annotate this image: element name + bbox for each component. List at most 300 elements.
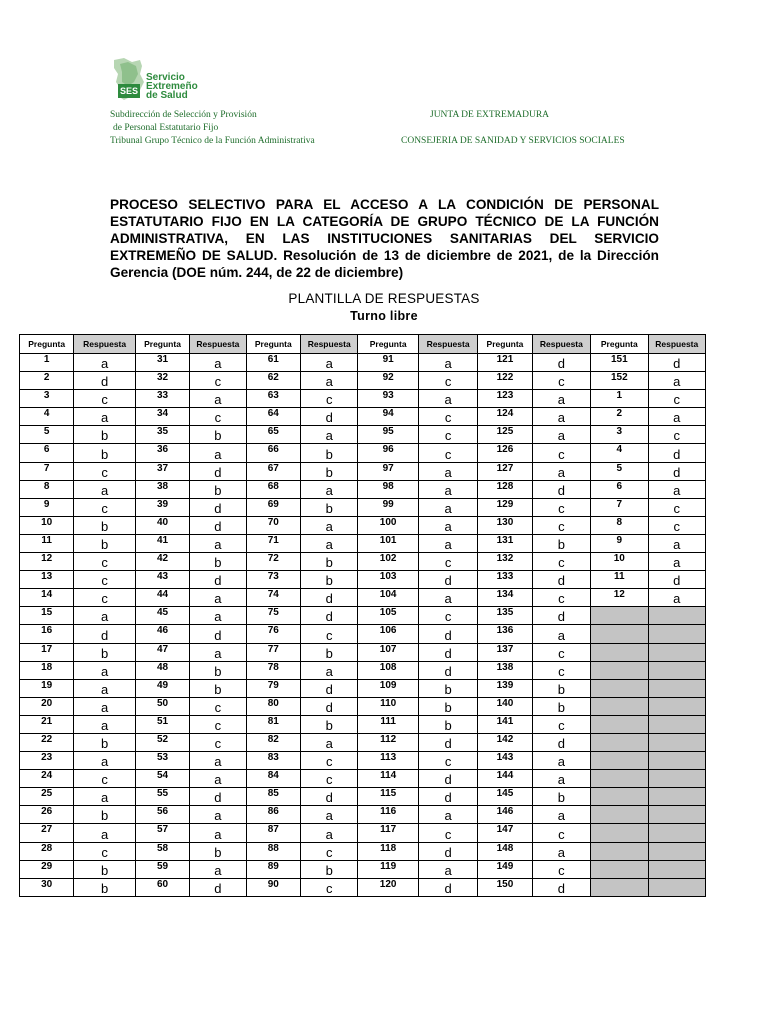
question-number: 81: [246, 715, 300, 733]
answer-letter: b: [74, 860, 135, 878]
question-number: 145: [478, 788, 532, 806]
answer-letter: b: [74, 516, 135, 534]
question-number: 115: [358, 788, 418, 806]
question-number: 68: [246, 480, 300, 498]
answer-letter: d: [301, 788, 358, 806]
question-number: 74: [246, 589, 300, 607]
answer-letter: a: [190, 589, 246, 607]
answer-letter: d: [418, 770, 477, 788]
answer-letter: d: [532, 733, 590, 751]
question-number: 127: [478, 462, 532, 480]
answer-letter: d: [74, 372, 135, 390]
answer-letter: d: [648, 444, 706, 462]
answer-letter: c: [418, 607, 477, 625]
question-number: 61: [246, 354, 300, 372]
question-number: 90: [246, 878, 300, 896]
question-number: 4: [20, 408, 74, 426]
table-row: [20, 553, 706, 571]
empty-cell: [648, 878, 706, 896]
answer-letter: c: [74, 498, 135, 516]
question-number: 83: [246, 752, 300, 770]
answer-table: [19, 334, 706, 897]
question-number: 49: [135, 679, 189, 697]
question-number: 104: [358, 589, 418, 607]
header-respuesta: Respuesta: [190, 335, 246, 354]
question-number: 5: [591, 462, 648, 480]
question-number: 88: [246, 842, 300, 860]
answer-letter: a: [190, 806, 246, 824]
answer-letter: b: [190, 553, 246, 571]
answer-letter: b: [301, 715, 358, 733]
empty-cell: [648, 752, 706, 770]
question-number: 123: [478, 390, 532, 408]
header-pregunta: Pregunta: [246, 335, 300, 354]
answer-letter: d: [301, 679, 358, 697]
answer-letter: d: [418, 571, 477, 589]
empty-cell: [648, 661, 706, 679]
question-number: 26: [20, 806, 74, 824]
question-number: 120: [358, 878, 418, 896]
table-row: [20, 607, 706, 625]
answer-letter: b: [301, 444, 358, 462]
table-row: [20, 697, 706, 715]
question-number: 93: [358, 390, 418, 408]
answer-letter: c: [301, 625, 358, 643]
header-respuesta: Respuesta: [301, 335, 358, 354]
question-number: 142: [478, 733, 532, 751]
answer-letter: d: [532, 354, 590, 372]
question-number: 72: [246, 553, 300, 571]
question-number: 22: [20, 733, 74, 751]
table-row: [20, 534, 706, 552]
empty-cell: [648, 625, 706, 643]
table-header-row: [20, 335, 706, 354]
answer-letter: b: [74, 643, 135, 661]
answer-letter: c: [74, 553, 135, 571]
empty-cell: [648, 788, 706, 806]
answer-letter: b: [74, 806, 135, 824]
answer-letter: a: [190, 770, 246, 788]
answer-letter: a: [74, 824, 135, 842]
question-number: 17: [20, 643, 74, 661]
question-number: 82: [246, 733, 300, 751]
answer-letter: c: [418, 553, 477, 571]
empty-cell: [591, 842, 648, 860]
answer-letter: c: [648, 498, 706, 516]
answer-letter: a: [301, 372, 358, 390]
question-number: 35: [135, 426, 189, 444]
question-number: 32: [135, 372, 189, 390]
answer-letter: a: [532, 462, 590, 480]
question-number: 53: [135, 752, 189, 770]
table-row: [20, 878, 706, 896]
answer-letter: a: [418, 462, 477, 480]
answer-letter: c: [418, 824, 477, 842]
empty-cell: [591, 806, 648, 824]
answer-letter: a: [532, 408, 590, 426]
question-number: 136: [478, 625, 532, 643]
question-number: 56: [135, 806, 189, 824]
answer-letter: b: [190, 679, 246, 697]
answer-letter: d: [532, 607, 590, 625]
answer-letter: c: [418, 372, 477, 390]
question-number: 10: [20, 516, 74, 534]
question-number: 131: [478, 534, 532, 552]
empty-cell: [648, 770, 706, 788]
template-title: PLANTILLA DE RESPUESTAS: [288, 291, 480, 306]
answer-letter: a: [74, 408, 135, 426]
answer-letter: a: [301, 426, 358, 444]
question-number: 60: [135, 878, 189, 896]
answer-letter: d: [301, 607, 358, 625]
answer-letter: a: [532, 770, 590, 788]
empty-cell: [591, 679, 648, 697]
question-number: 15: [20, 607, 74, 625]
answer-letter: b: [301, 643, 358, 661]
question-number: 96: [358, 444, 418, 462]
table-row: [20, 354, 706, 372]
answer-letter: b: [190, 661, 246, 679]
question-number: 84: [246, 770, 300, 788]
question-number: 67: [246, 462, 300, 480]
table-row: [20, 589, 706, 607]
question-number: 34: [135, 408, 189, 426]
answer-letter: a: [190, 752, 246, 770]
question-number: 89: [246, 860, 300, 878]
question-number: 128: [478, 480, 532, 498]
logo-line: de Salud: [146, 90, 188, 101]
answer-letter: d: [418, 788, 477, 806]
answer-letter: d: [74, 625, 135, 643]
answer-letter: a: [648, 589, 706, 607]
question-number: 47: [135, 643, 189, 661]
empty-cell: [591, 715, 648, 733]
question-number: 20: [20, 697, 74, 715]
answer-letter: b: [418, 697, 477, 715]
answer-letter: c: [190, 372, 246, 390]
answer-letter: a: [301, 733, 358, 751]
table-row: [20, 643, 706, 661]
answer-letter: a: [301, 354, 358, 372]
question-number: 102: [358, 553, 418, 571]
question-number: 151: [591, 354, 648, 372]
table-row: [20, 480, 706, 498]
answer-letter: b: [74, 426, 135, 444]
answer-letter: d: [190, 462, 246, 480]
empty-cell: [591, 607, 648, 625]
empty-cell: [591, 752, 648, 770]
question-number: 2: [591, 408, 648, 426]
answer-letter: a: [190, 824, 246, 842]
answer-letter: b: [301, 860, 358, 878]
answer-letter: a: [74, 697, 135, 715]
question-number: 73: [246, 571, 300, 589]
header-pregunta: Pregunta: [478, 335, 532, 354]
question-number: 8: [591, 516, 648, 534]
answer-letter: a: [190, 354, 246, 372]
answer-letter: c: [190, 715, 246, 733]
empty-cell: [648, 733, 706, 751]
question-number: 48: [135, 661, 189, 679]
answer-letter: a: [532, 426, 590, 444]
question-number: 6: [20, 444, 74, 462]
question-number: 2: [20, 372, 74, 390]
question-number: 87: [246, 824, 300, 842]
answer-letter: d: [418, 661, 477, 679]
answer-letter: a: [418, 806, 477, 824]
question-number: 3: [20, 390, 74, 408]
question-number: 54: [135, 770, 189, 788]
answer-letter: c: [190, 733, 246, 751]
answer-letter: d: [190, 788, 246, 806]
question-number: 70: [246, 516, 300, 534]
answer-letter: a: [74, 752, 135, 770]
question-number: 134: [478, 589, 532, 607]
answer-letter: a: [301, 824, 358, 842]
table-row: [20, 752, 706, 770]
answer-letter: a: [418, 589, 477, 607]
empty-cell: [648, 860, 706, 878]
empty-cell: [591, 770, 648, 788]
header-respuesta: Respuesta: [532, 335, 590, 354]
empty-cell: [648, 842, 706, 860]
question-number: 76: [246, 625, 300, 643]
answer-letter: a: [648, 480, 706, 498]
question-number: 46: [135, 625, 189, 643]
answer-letter: b: [74, 733, 135, 751]
empty-cell: [648, 806, 706, 824]
question-number: 55: [135, 788, 189, 806]
answer-letter: a: [418, 516, 477, 534]
header-respuesta: Respuesta: [74, 335, 135, 354]
question-number: 150: [478, 878, 532, 896]
question-number: 11: [20, 534, 74, 552]
question-number: 33: [135, 390, 189, 408]
answer-letter: c: [532, 444, 590, 462]
question-number: 107: [358, 643, 418, 661]
answer-letter: a: [532, 752, 590, 770]
question-number: 149: [478, 860, 532, 878]
answer-letter: b: [74, 444, 135, 462]
answer-letter: c: [418, 752, 477, 770]
question-number: 23: [20, 752, 74, 770]
document-title: PROCESO SELECTIVO PARA EL ACCESO A LA CONDICIÓN DE PERSONAL ESTATUTARIO FIJO EN LA CATEGORÍA DE GRUPO TÉCNICO DE LA FUNCIÓN ADMINISTRATIVA, EN LAS INSTITUCIONES SANITARIAS DEL SERVICIO EXTREMEÑO DE SALUD. Resolución de 13 de diciembre de 2021, de la Dirección Gerencia (DOE núm. 244, de 22 de diciembre): [110, 197, 659, 280]
question-number: 98: [358, 480, 418, 498]
answer-letter: a: [648, 553, 706, 571]
question-number: 5: [20, 426, 74, 444]
question-number: 130: [478, 516, 532, 534]
answer-letter: d: [418, 842, 477, 860]
question-number: 1: [20, 354, 74, 372]
question-number: 109: [358, 679, 418, 697]
answer-letter: c: [301, 878, 358, 896]
table-row: [20, 462, 706, 480]
table-row: [20, 679, 706, 697]
answer-letter: c: [301, 842, 358, 860]
table-row: [20, 733, 706, 751]
answer-letter: a: [190, 534, 246, 552]
question-number: 64: [246, 408, 300, 426]
answer-letter: b: [301, 462, 358, 480]
question-number: 1: [591, 390, 648, 408]
answer-letter: c: [532, 661, 590, 679]
answer-letter: d: [532, 571, 590, 589]
answer-letter: d: [418, 733, 477, 751]
question-number: 3: [591, 426, 648, 444]
answer-letter: a: [648, 408, 706, 426]
table-row: [20, 390, 706, 408]
answer-letter: a: [190, 607, 246, 625]
answer-letter: b: [74, 534, 135, 552]
answer-letter: a: [532, 390, 590, 408]
template-subtitle: Turno libre: [350, 309, 418, 323]
answer-letter: c: [74, 770, 135, 788]
answer-letter: a: [418, 480, 477, 498]
header-right-line: CONSEJERIA DE SANIDAD Y SERVICIOS SOCIALES: [401, 136, 625, 146]
question-number: 27: [20, 824, 74, 842]
answer-letter: a: [190, 444, 246, 462]
question-number: 114: [358, 770, 418, 788]
answer-letter: c: [301, 752, 358, 770]
answer-letter: c: [74, 390, 135, 408]
question-number: 80: [246, 697, 300, 715]
table-row: [20, 444, 706, 462]
answer-letter: d: [190, 625, 246, 643]
empty-cell: [591, 625, 648, 643]
answer-letter: c: [418, 444, 477, 462]
answer-letter: d: [301, 697, 358, 715]
question-number: 103: [358, 571, 418, 589]
question-number: 42: [135, 553, 189, 571]
question-number: 21: [20, 715, 74, 733]
question-number: 99: [358, 498, 418, 516]
question-number: 112: [358, 733, 418, 751]
question-number: 43: [135, 571, 189, 589]
question-number: 30: [20, 878, 74, 896]
question-number: 105: [358, 607, 418, 625]
answer-letter: c: [532, 516, 590, 534]
question-number: 57: [135, 824, 189, 842]
header-pregunta: Pregunta: [20, 335, 74, 354]
question-number: 16: [20, 625, 74, 643]
question-number: 69: [246, 498, 300, 516]
logo-line: Servicio: [146, 72, 185, 83]
answer-letter: c: [532, 589, 590, 607]
answer-letter: c: [74, 589, 135, 607]
answer-letter: a: [418, 860, 477, 878]
logo-badge: SES: [120, 86, 139, 96]
question-number: 143: [478, 752, 532, 770]
table-row: [20, 806, 706, 824]
question-number: 125: [478, 426, 532, 444]
answer-letter: d: [648, 571, 706, 589]
header-left-line: Tribunal Grupo Técnico de la Función Administrativa: [110, 136, 315, 146]
answer-letter: b: [532, 788, 590, 806]
header-pregunta: Pregunta: [135, 335, 189, 354]
question-number: 12: [591, 589, 648, 607]
answer-letter: c: [74, 462, 135, 480]
answer-letter: a: [190, 390, 246, 408]
header-left-line: Subdirección de Selección y Provisión: [110, 110, 257, 120]
table-row: [20, 860, 706, 878]
question-number: 4: [591, 444, 648, 462]
answer-letter: a: [190, 860, 246, 878]
question-number: 132: [478, 553, 532, 571]
answer-letter: a: [74, 354, 135, 372]
question-number: 126: [478, 444, 532, 462]
question-number: 101: [358, 534, 418, 552]
answer-letter: c: [532, 824, 590, 842]
answer-letter: b: [301, 498, 358, 516]
question-number: 91: [358, 354, 418, 372]
answer-letter: d: [418, 625, 477, 643]
answer-letter: c: [532, 715, 590, 733]
question-number: 95: [358, 426, 418, 444]
table-row: [20, 372, 706, 390]
question-number: 79: [246, 679, 300, 697]
question-number: 28: [20, 842, 74, 860]
question-number: 13: [20, 571, 74, 589]
question-number: 29: [20, 860, 74, 878]
question-number: 7: [591, 498, 648, 516]
question-number: 51: [135, 715, 189, 733]
answer-letter: c: [74, 842, 135, 860]
question-number: 106: [358, 625, 418, 643]
answer-letter: a: [74, 661, 135, 679]
question-number: 38: [135, 480, 189, 498]
answer-letter: d: [190, 498, 246, 516]
answer-letter: a: [74, 607, 135, 625]
logo-text: [146, 73, 198, 100]
question-number: 111: [358, 715, 418, 733]
answer-letter: d: [301, 408, 358, 426]
table-row: [20, 625, 706, 643]
question-number: 100: [358, 516, 418, 534]
answer-letter: b: [418, 715, 477, 733]
question-number: 113: [358, 752, 418, 770]
answer-letter: a: [418, 498, 477, 516]
question-number: 66: [246, 444, 300, 462]
empty-cell: [648, 679, 706, 697]
answer-letter: a: [74, 788, 135, 806]
answer-letter: c: [74, 571, 135, 589]
answer-letter: a: [532, 806, 590, 824]
header-left-line: de Personal Estatutario Fijo: [113, 123, 219, 133]
answer-letter: b: [74, 878, 135, 896]
question-number: 140: [478, 697, 532, 715]
answer-letter: b: [301, 571, 358, 589]
answer-letter: b: [190, 426, 246, 444]
question-number: 139: [478, 679, 532, 697]
answer-letter: a: [74, 715, 135, 733]
question-number: 124: [478, 408, 532, 426]
answer-letter: d: [648, 462, 706, 480]
answer-letter: c: [190, 697, 246, 715]
question-number: 92: [358, 372, 418, 390]
question-number: 116: [358, 806, 418, 824]
table-row: [20, 788, 706, 806]
question-number: 58: [135, 842, 189, 860]
question-number: 144: [478, 770, 532, 788]
empty-cell: [591, 733, 648, 751]
answer-letter: b: [532, 679, 590, 697]
question-number: 135: [478, 607, 532, 625]
answer-letter: a: [190, 643, 246, 661]
answer-letter: a: [648, 372, 706, 390]
question-number: 138: [478, 661, 532, 679]
answer-letter: c: [301, 390, 358, 408]
empty-cell: [591, 860, 648, 878]
